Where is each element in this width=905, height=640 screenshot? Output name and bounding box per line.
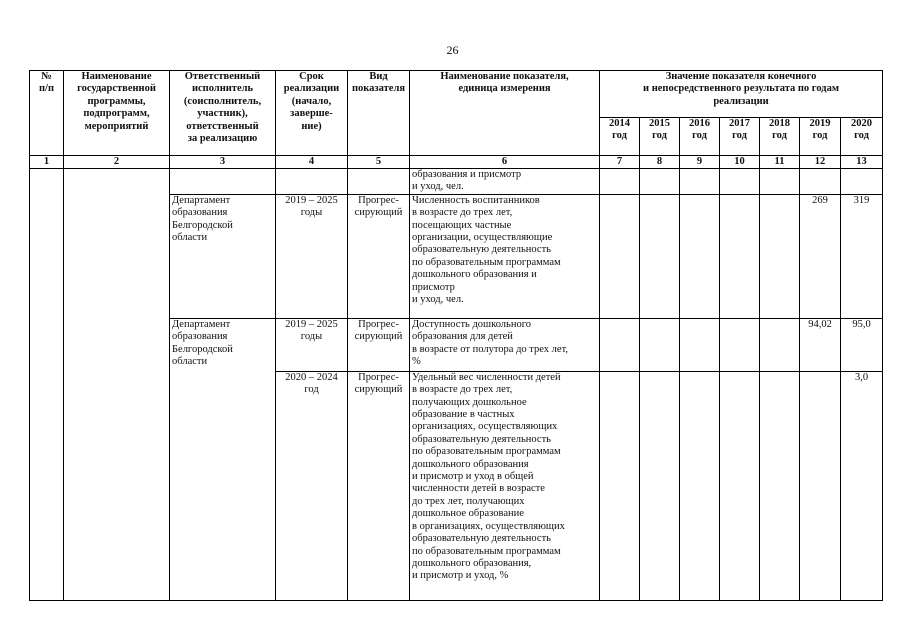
period-cell: 2019 – 2025 годы [276, 194, 348, 318]
column-number: 2 [64, 156, 170, 169]
value-cell [800, 169, 841, 195]
value-cell: 95,0 [841, 318, 883, 371]
header-indicator-kind: Вид показателя [348, 71, 410, 156]
column-number: 9 [680, 156, 720, 169]
column-number: 11 [760, 156, 800, 169]
header-years-group: Значение показателя конечного и непосредственного результата по годам реализации [600, 71, 883, 118]
value-cell [720, 318, 760, 371]
header-program-name: Наименование государственной программы, подпрограмм, мероприятий [64, 71, 170, 156]
column-number: 1 [30, 156, 64, 169]
header-year: 2019 год [800, 118, 841, 156]
value-cell [760, 318, 800, 371]
header-number: № п/п [30, 71, 64, 156]
value-cell [640, 318, 680, 371]
header-year: 2020 год [841, 118, 883, 156]
column-number: 5 [348, 156, 410, 169]
period-cell: 2020 – 2024 год [276, 371, 348, 600]
indicator-cell: образования и присмотр и уход, чел. [410, 169, 600, 195]
value-cell [680, 371, 720, 600]
value-cell [640, 169, 680, 195]
header-year: 2017 год [720, 118, 760, 156]
header-year: 2016 год [680, 118, 720, 156]
header-executor: Ответственный исполнитель (соисполнитель, участник), ответственный за реализацию [170, 71, 276, 156]
kind-cell [348, 169, 410, 195]
value-cell [600, 371, 640, 600]
value-cell [600, 318, 640, 371]
value-cell [600, 169, 640, 195]
indicator-cell: Доступность дошкольного образования для детей в возрасте от полутора до трех лет, % [410, 318, 600, 371]
value-cell: 269 [800, 194, 841, 318]
column-number: 13 [841, 156, 883, 169]
column-number: 12 [800, 156, 841, 169]
value-cell: 319 [841, 194, 883, 318]
page-number: 26 [446, 43, 459, 57]
executor-cell [170, 169, 276, 195]
value-cell [760, 194, 800, 318]
value-cell [680, 169, 720, 195]
header-year: 2015 год [640, 118, 680, 156]
value-cell: 3,0 [841, 371, 883, 600]
value-cell: 94,02 [800, 318, 841, 371]
value-cell [760, 371, 800, 600]
column-number: 4 [276, 156, 348, 169]
column-number: 7 [600, 156, 640, 169]
kind-cell: Прогрес- сирующий [348, 194, 410, 318]
indicator-table [29, 70, 883, 601]
value-cell [680, 318, 720, 371]
header-year: 2014 год [600, 118, 640, 156]
value-cell [760, 169, 800, 195]
kind-cell: Прогрес- сирующий [348, 371, 410, 600]
period-cell [276, 169, 348, 195]
column-number: 6 [410, 156, 600, 169]
value-cell [720, 194, 760, 318]
row-number-cell [30, 169, 64, 601]
executor-cell: Департамент образования Белгородской области [170, 194, 276, 318]
column-number: 10 [720, 156, 760, 169]
value-cell [720, 371, 760, 600]
value-cell [680, 194, 720, 318]
header-year: 2018 год [760, 118, 800, 156]
header-indicator-name: Наименование показателя, единица измерения [410, 71, 600, 156]
value-cell [640, 194, 680, 318]
column-number: 3 [170, 156, 276, 169]
value-cell [841, 169, 883, 195]
value-cell [600, 194, 640, 318]
indicator-cell: Численность воспитанников в возрасте до трех лет, посещающих частные организации, осуществляющие образовательную деятельность по образовательным программам дошкольного образования и присмотр и уход, чел. [410, 194, 600, 318]
header-period: Срок реализации (начало, заверше- ние) [276, 71, 348, 156]
value-cell [800, 371, 841, 600]
value-cell [720, 169, 760, 195]
value-cell [640, 371, 680, 600]
indicator-cell: Удельный вес численности детей в возрасте до трех лет, получающих дошкольное образование в частных организациях, осуществляющих образовательную деятельность по образовательным программам дошкольного образования и присмотр и уход в общей численности детей в возрасте до трех лет, получающих дошкольное образование в организациях, осуществляющих образовательную деятельность по образовательным программам дошкольного образования, и присмотр и уход, % [410, 371, 600, 600]
column-number: 8 [640, 156, 680, 169]
program-name-cell [64, 169, 170, 601]
period-cell: 2019 – 2025 годы [276, 318, 348, 371]
executor-cell: Департамент образования Белгородской области [170, 318, 276, 600]
table-row [30, 169, 883, 195]
kind-cell: Прогрес- сирующий [348, 318, 410, 371]
column-number-row [30, 156, 883, 169]
